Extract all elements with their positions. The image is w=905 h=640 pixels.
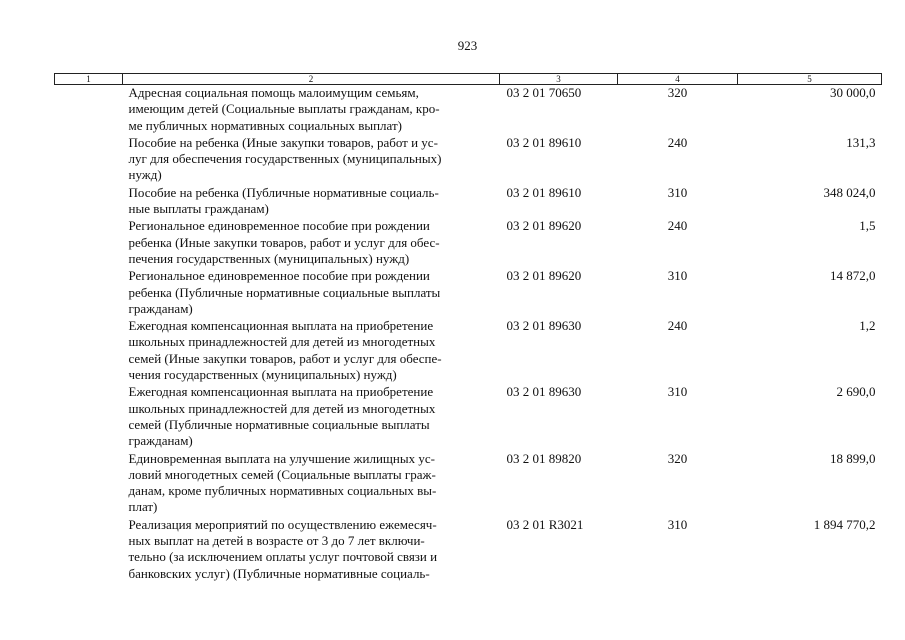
row-sum: 1 894 770,2 xyxy=(813,516,876,532)
table-row xyxy=(55,451,882,517)
row-name: Пособие на ребенка (Публичные нормативные социаль- ные выплаты гражданам) xyxy=(128,184,439,217)
row-name: Единовременная выплата на улучшение жилищных ус- ловий многодетных семей (Социальные выплаты граж- данам, кроме публичных нормативных социальных вы- плат) xyxy=(128,450,437,515)
row-col1 xyxy=(55,517,123,583)
row-col1 xyxy=(55,268,123,318)
row-sum: 1,5 xyxy=(859,218,876,234)
row-code: 03 2 01 89820 xyxy=(506,450,582,466)
page-number: 923 xyxy=(457,38,478,53)
row-name: Адресная социальная помощь малоимущим семьям, имеющим детей (Социальные выплаты гражданам, кро- ме публичных нормативных социальных выплат) xyxy=(128,85,440,133)
budget-table xyxy=(54,73,882,583)
table-body xyxy=(55,85,882,583)
row-code: 03 2 01 89610 xyxy=(506,134,582,150)
row-name: Региональное единовременное пособие при рождении ребенка (Иные закупки товаров, работ и услуг для обес- печения государственных (муниципальных) нужд) xyxy=(128,218,440,266)
header-col-2: 2 xyxy=(123,74,500,85)
row-code: 03 2 01 89630 xyxy=(506,318,582,334)
table-row xyxy=(55,135,882,185)
row-col1 xyxy=(55,451,123,517)
row-sum: 1,2 xyxy=(859,318,876,334)
header-col-5: 5 xyxy=(738,74,882,85)
row-code: 03 2 01 R3021 xyxy=(506,516,584,532)
row-name: Ежегодная компенсационная выплата на приобретение школьных принадлежностей для детей из многодетных семей (Публичные нормативные социальные выплаты гражданам) xyxy=(128,384,436,449)
table-row xyxy=(55,517,882,583)
table-header xyxy=(55,74,882,85)
row-sum: 14 872,0 xyxy=(830,268,876,284)
table-row xyxy=(55,268,882,318)
row-type: 320 xyxy=(667,450,688,466)
row-col1 xyxy=(55,318,123,384)
row-type: 310 xyxy=(667,516,688,532)
row-name: Пособие на ребенка (Иные закупки товаров, работ и ус- луг для обеспечения государственных (муниципальных) нужд) xyxy=(128,134,442,183)
table-row xyxy=(55,384,882,450)
row-col1 xyxy=(55,218,123,268)
row-name: Реализация мероприятий по осуществлению ежемесяч- ных выплат на детей в возрасте от 3 до 7 лет включи- тельно (за исключением оплаты услуг почтовой связи и банковских услуг) (Публичные нормативные социаль- xyxy=(128,516,438,581)
row-type: 310 xyxy=(667,184,688,200)
row-col1 xyxy=(55,185,123,219)
row-sum: 30 000,0 xyxy=(830,85,876,100)
row-code: 03 2 01 89620 xyxy=(506,218,582,234)
header-row xyxy=(55,74,882,85)
table-row xyxy=(55,218,882,268)
header-col-4: 4 xyxy=(618,74,738,85)
row-col1 xyxy=(55,85,123,135)
row-code: 03 2 01 70650 xyxy=(506,85,582,100)
row-type: 240 xyxy=(667,318,688,334)
row-type: 310 xyxy=(667,384,688,400)
table-row xyxy=(55,318,882,384)
row-code: 03 2 01 89630 xyxy=(506,384,582,400)
row-col1 xyxy=(55,384,123,450)
row-type: 310 xyxy=(667,268,688,284)
row-sum: 18 899,0 xyxy=(830,450,876,466)
header-col-1: 1 xyxy=(55,74,123,85)
row-sum: 348 024,0 xyxy=(823,184,876,200)
row-type: 320 xyxy=(667,85,688,100)
row-type: 240 xyxy=(667,134,688,150)
row-sum: 131,3 xyxy=(846,134,876,150)
row-code: 03 2 01 89620 xyxy=(506,268,582,284)
row-sum: 2 690,0 xyxy=(836,384,876,400)
row-name: Ежегодная компенсационная выплата на приобретение школьных принадлежностей для детей из многодетных семей (Иные закупки товаров, работ и услуг для обеспе- чения государственных (муниципальных) нужд) xyxy=(128,318,442,383)
row-name: Региональное единовременное пособие при рождении ребенка (Публичные нормативные социальные выплаты гражданам) xyxy=(128,268,441,316)
table-row xyxy=(55,85,882,135)
row-col1 xyxy=(55,135,123,185)
row-code: 03 2 01 89610 xyxy=(506,184,582,200)
table-row xyxy=(55,185,882,219)
row-type: 240 xyxy=(667,218,688,234)
header-col-3: 3 xyxy=(500,74,618,85)
